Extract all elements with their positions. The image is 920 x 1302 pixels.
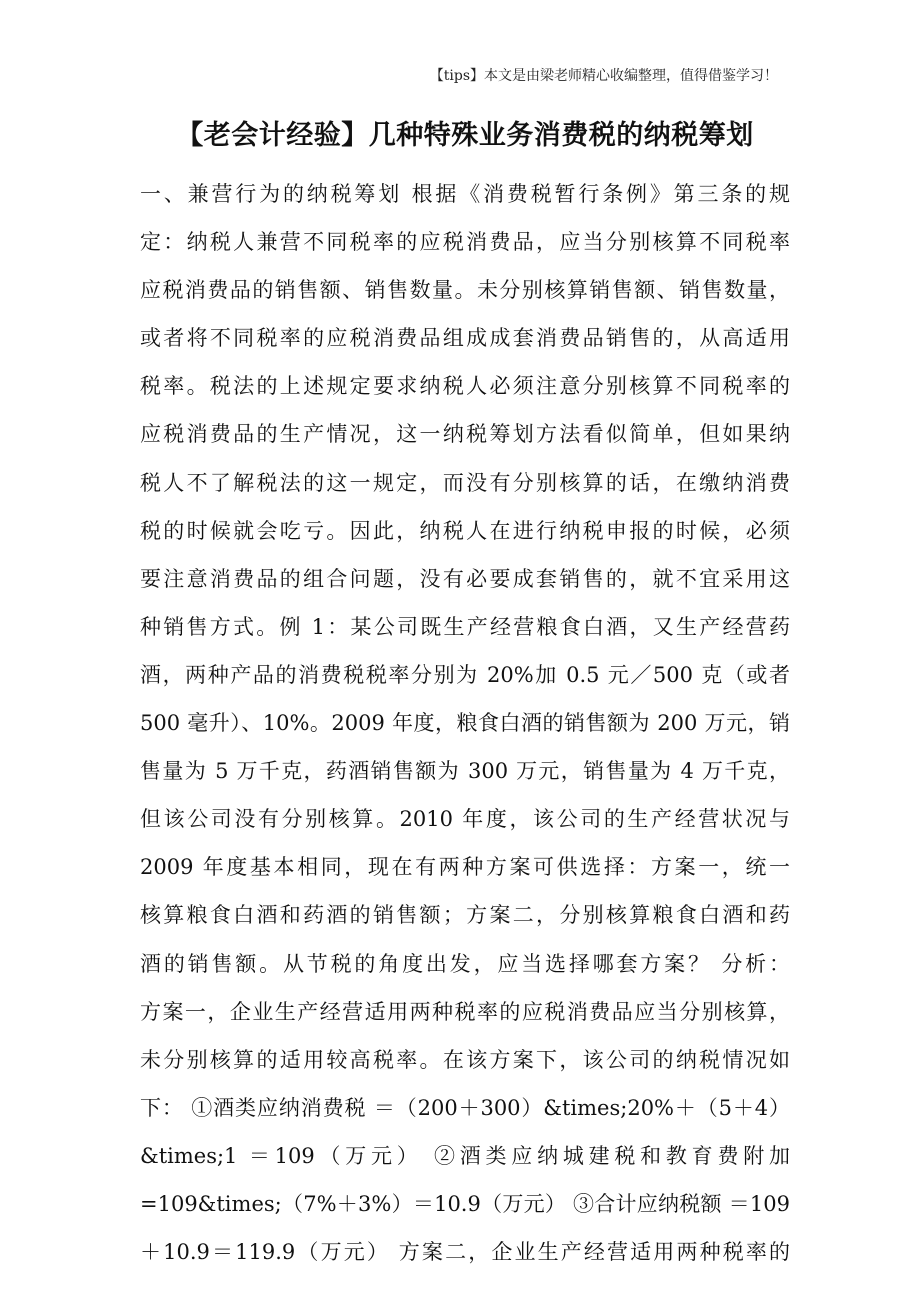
body-line: 种销售方式。例 1：某公司既生产经营粮食白酒，又生产经营药 — [140, 614, 790, 639]
body-line: ＋10.9＝119.9（万元） 方案二，企业生产经营适用两种税率的 — [140, 1240, 790, 1265]
body-line: 核算粮食白酒和药酒的销售额；方案二，分别核算粮食白酒和药 — [140, 903, 790, 928]
body-line: 应税消费品的生产情况，这一纳税筹划方法看似简单，但如果纳 — [140, 422, 790, 447]
body-line: &times;1 ＝109（万元） ②酒类应纳城建税和教育费附加 — [140, 1143, 790, 1168]
body-line: 但该公司没有分别核算。2010 年度，该公司的生产经营状况与 — [140, 807, 790, 832]
document-title: 【老会计经验】几种特殊业务消费税的纳税筹划 — [176, 120, 754, 151]
body-line: 2009 年度基本相同，现在有两种方案可供选择：方案一，统一 — [140, 855, 790, 880]
body-line: 或者将不同税率的应税消费品组成成套消费品销售的，从高适用 — [140, 326, 790, 351]
body-line: 未分别核算的适用较高税率。在该方案下，该公司的纳税情况如 — [140, 1047, 790, 1072]
body-line: 税率。税法的上述规定要求纳税人必须注意分别核算不同税率的 — [140, 374, 790, 399]
body-line: 酒，两种产品的消费税税率分别为 20%加 0.5 元／500 克（或者 — [140, 662, 790, 687]
body-line: 要注意消费品的组合问题，没有必要成套销售的，就不宜采用这 — [140, 566, 790, 591]
body-line: 税人不了解税法的这一规定，而没有分别核算的话，在缴纳消费 — [140, 470, 790, 495]
body-line: 500 毫升）、10%。2009 年度，粮食白酒的销售额为 200 万元，销 — [140, 711, 790, 736]
body-line: 方案一，企业生产经营适用两种税率的应税消费品应当分别核算， — [140, 999, 790, 1024]
body-line: 售量为 5 万千克，药酒销售额为 300 万元，销售量为 4 万千克， — [140, 759, 790, 784]
body-line: 下： ①酒类应纳消费税 ＝（200＋300）&times;20%＋（5＋4） — [140, 1095, 790, 1120]
body-line: 一、兼营行为的纳税筹划 根据《消费税暂行条例》第三条的规 — [140, 182, 790, 206]
body-line: 税的时候就会吃亏。因此，纳税人在进行纳税申报的时候，必须 — [140, 518, 790, 543]
body-line: =109&times;（7%＋3%）＝10.9（万元） ③合计应纳税额 ＝109 — [140, 1191, 790, 1216]
header-tips-note: 【tips】本文是由梁老师精心收编整理，值得借鉴学习！ — [429, 68, 778, 84]
document-body — [140, 170, 790, 1276]
body-line: 酒的销售额。从节税的角度出发，应当选择哪套方案？ 分析： — [140, 951, 790, 976]
body-line: 定：纳税人兼营不同税率的应税消费品，应当分别核算不同税率 — [140, 230, 790, 255]
body-line: 应税消费品的销售额、销售数量。未分别核算销售额、销售数量， — [140, 278, 790, 303]
